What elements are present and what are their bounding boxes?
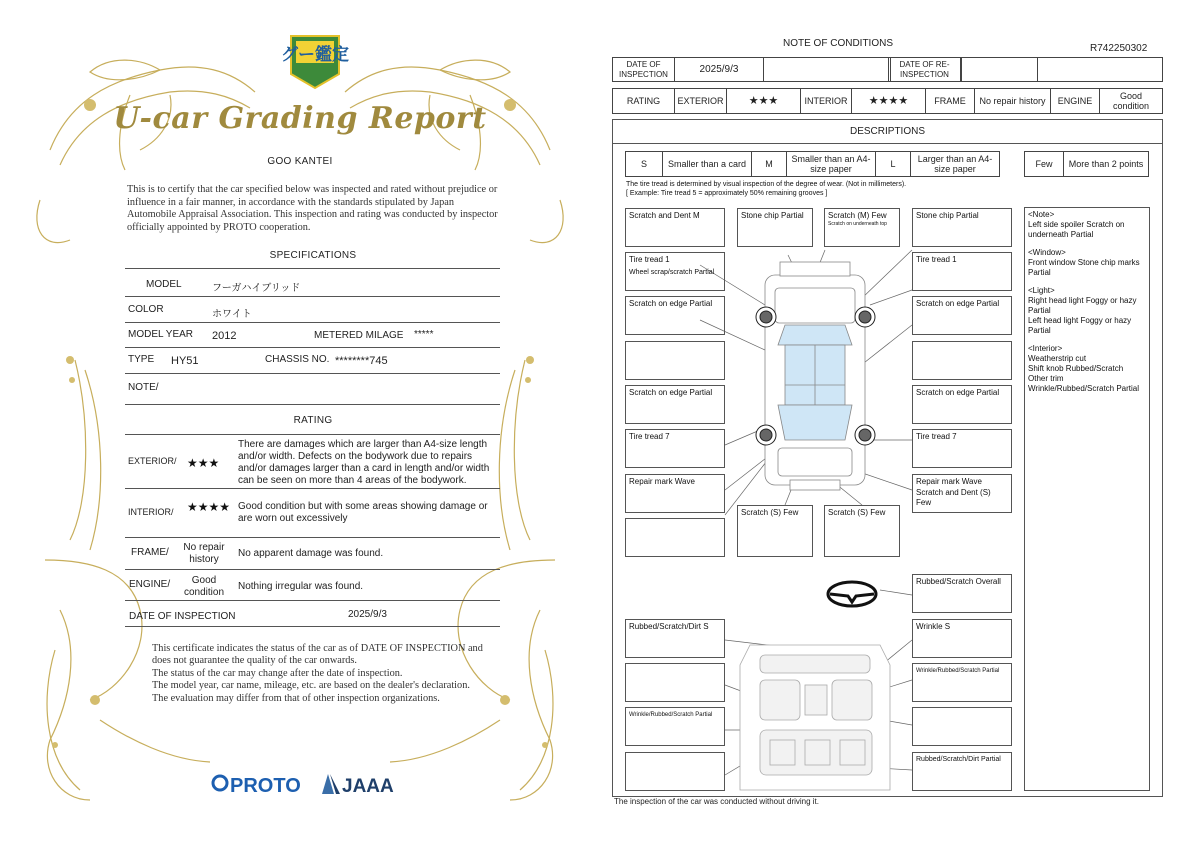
note-title: <Interior> — [1028, 344, 1063, 353]
specifications-heading: SPECIFICATIONS — [269, 250, 357, 261]
box-text: Scratch (M) Few — [828, 211, 887, 220]
box-subtext: Scratch on underneath top — [828, 221, 887, 227]
divider — [125, 373, 500, 374]
condition-box: Repair mark Wave — [625, 474, 725, 513]
condition-box — [912, 341, 1012, 380]
condition-box — [625, 518, 725, 557]
disclaimer-line: This certificate indicates the status of the car as of DATE OF INSPECTION and does not guarantee the quality of the car onwards. — [152, 643, 483, 667]
divider — [125, 537, 500, 538]
report-number: R742250302 — [1090, 43, 1148, 54]
condition-box: Wrinkle S — [912, 619, 1012, 658]
condition-box: Wrinkle/Rubbed/Scratch Partial — [625, 707, 725, 746]
condition-box — [824, 208, 900, 247]
logos — [210, 770, 410, 798]
interior-label: INTERIOR/ — [128, 507, 174, 517]
exterior-label: EXTERIOR — [674, 88, 727, 114]
color-label: COLOR — [128, 304, 164, 315]
exterior-stars: ★★★ — [187, 456, 220, 470]
sheet-footer: The inspection of the car was conducted without driving it. — [614, 797, 819, 806]
exterior-stars: ★★★ — [726, 88, 801, 114]
frame-label: FRAME/ — [131, 547, 169, 558]
note-body: Weatherstrip cut Shift knob Rubbed/Scratch Other trim Wrinkle/Rubbed/Scratch Partial — [1028, 354, 1140, 393]
legend-s-desc: Smaller than a card — [662, 151, 752, 177]
rating-heading: RATING — [293, 415, 333, 426]
condition-box: Scratch and Dent M — [625, 208, 725, 247]
interior-stars: ★★★★ — [851, 88, 926, 114]
condition-box: Rubbed/Scratch/Dirt Partial — [912, 752, 1012, 791]
legend-m-desc: Smaller than an A4-size paper — [786, 151, 876, 177]
condition-box: Scratch on edge Partial — [912, 296, 1012, 335]
model-year-value: 2012 — [212, 330, 237, 342]
exterior-description: There are damages which are larger than A4-size length and/or width. Defects on the bodywork due to repairs and/or damages larger than a card in length and/or width can be seen on more than 4 areas of the bodywork. — [238, 439, 490, 486]
notes-list — [1028, 210, 1155, 402]
condition-box: Scratch on edge Partial — [912, 385, 1012, 424]
legend-m: M — [751, 151, 787, 177]
note-title: <Note> — [1028, 210, 1055, 219]
box-text: Tire tread 1 — [629, 255, 670, 264]
condition-box: Scratch (S) Few — [824, 505, 900, 557]
box-subtext: Scratch and Dent (S) Few — [916, 488, 991, 507]
chassis-label: CHASSIS NO. — [265, 354, 330, 365]
condition-box: Scratch on edge Partial — [625, 385, 725, 424]
frame-value: No repair history — [183, 542, 225, 565]
proto-jaaa-logo-icon — [210, 770, 410, 798]
disclaimer — [152, 643, 492, 705]
report-subtitle: GOO KANTEI — [267, 156, 333, 167]
frame-description: No apparent damage was found. — [238, 548, 384, 559]
interior-description: Good condition but with some areas showing damage or are worn out excessively — [238, 501, 488, 524]
steering-wheel-icon — [828, 582, 876, 606]
model-label: MODEL — [146, 279, 182, 290]
legend-s: S — [625, 151, 663, 177]
condition-box — [625, 252, 725, 291]
legend-few-desc: More than 2 points — [1063, 151, 1149, 177]
mileage-label: METERED MILAGE — [314, 330, 404, 341]
exterior-label: EXTERIOR/ — [128, 456, 177, 466]
proto-logo-text: PROTO — [230, 775, 301, 797]
condition-box: Tire tread 7 — [912, 429, 1012, 468]
disclaimer-line: The model year, car name, mileage, etc. are based on the dealer's declaration. — [152, 680, 470, 692]
frame-label: FRAME — [925, 88, 975, 114]
condition-box: Tire tread 1 — [912, 252, 1012, 291]
condition-box: Rubbed/Scratch/Dirt S — [625, 619, 725, 658]
note-body: Left side spoiler Scratch on underneath Partial — [1028, 220, 1125, 239]
date-of-inspection-label: DATE OF INSPECTION — [612, 57, 675, 82]
condition-box — [625, 752, 725, 791]
interior-label: INTERIOR — [800, 88, 852, 114]
divider — [125, 626, 500, 627]
divider — [125, 322, 500, 323]
sheet-title: NOTE OF CONDITIONS — [783, 38, 893, 49]
chassis-value: ********745 — [335, 355, 388, 367]
note-title: <Light> — [1028, 286, 1055, 295]
color-value: ホワイト — [212, 309, 252, 320]
type-value: HY51 — [171, 355, 199, 367]
date-label: DATE OF INSPECTION — [129, 611, 236, 622]
certification-text: This is to certify that the car specified below was inspected and rated without prejudice or influence in a fair manner, in accordance with the standards stipulated by Japan Automobile Appraisal Association. This inspection and rating was conducted by inspector officially appointed by PROTO cooperation. — [127, 184, 498, 233]
condition-box: Stone chip Partial — [912, 208, 1012, 247]
date-value: 2025/9/3 — [348, 609, 387, 620]
divider — [125, 347, 500, 348]
divider — [125, 600, 500, 601]
engine-label: ENGINE/ — [129, 579, 171, 590]
condition-box: Scratch on edge Partial — [625, 296, 725, 335]
engine-value: Good condition — [1099, 88, 1163, 114]
condition-box — [625, 341, 725, 380]
disclaimer-line: The status of the car may change after the date of inspection. — [152, 667, 403, 679]
condition-sheet — [600, 0, 1200, 848]
descriptions-heading: DESCRIPTIONS — [612, 119, 1163, 144]
jaaa-logo-text: JAAA — [342, 776, 394, 797]
note-label: NOTE/ — [128, 382, 159, 393]
engine-label: ENGINE — [1050, 88, 1100, 114]
divider — [125, 569, 500, 570]
date-of-inspection-value: 2025/9/3 — [674, 57, 764, 82]
box-text: Repair mark Wave — [916, 477, 982, 486]
condition-box: Stone chip Partial — [737, 208, 813, 247]
condition-box: Scratch (S) Few — [737, 505, 813, 557]
divider — [125, 296, 500, 297]
legend-l: L — [875, 151, 911, 177]
condition-box: Wrinkle/Rubbed/Scratch Partial — [912, 663, 1012, 702]
mileage-value: ***** — [414, 329, 434, 340]
report-title: U-car Grading Report — [113, 101, 487, 136]
engine-value: Good condition — [183, 575, 225, 598]
condition-box: Tire tread 7 — [625, 429, 725, 468]
disclaimer-line: The evaluation may differ from that of other inspection organizations. — [152, 692, 440, 704]
goo-kantei-badge-icon — [281, 30, 349, 92]
condition-box — [625, 663, 725, 702]
note-title: <Window> — [1028, 248, 1066, 257]
condition-box — [912, 474, 1012, 513]
legend-few: Few — [1024, 151, 1064, 177]
badge-text: グー鑑定 — [281, 45, 349, 65]
tread-note: The tire tread is determined by visual inspection of the degree of wear. (Not in millimeters). — [626, 181, 907, 188]
condition-box — [912, 707, 1012, 746]
model-year-label: MODEL YEAR — [128, 329, 194, 340]
type-label: TYPE — [128, 354, 155, 365]
interior-stars: ★★★★ — [187, 500, 231, 514]
condition-box: Rubbed/Scratch Overall — [912, 574, 1012, 613]
rating-label: RATING — [612, 88, 675, 114]
legend-l-desc: Larger than an A4-size paper — [910, 151, 1000, 177]
divider — [125, 404, 500, 405]
model-value: フーガハイブリッド — [212, 283, 301, 294]
divider — [125, 268, 500, 269]
divider — [125, 488, 500, 489]
frame-value: No repair history — [974, 88, 1051, 114]
note-body: Right head light Foggy or hazy Partial Left head light Foggy or hazy Partial — [1028, 296, 1137, 335]
tread-example: [ Example: Tire tread 5 = approximately 50% remaining grooves ] — [626, 190, 828, 197]
note-body: Front window Stone chip marks Partial — [1028, 258, 1140, 277]
box-subtext: Wheel scrap/scratch Partial — [629, 269, 715, 276]
divider — [125, 434, 500, 435]
reinspection-label: DATE OF RE-INSPECTION — [888, 57, 961, 82]
engine-description: Nothing irregular was found. — [238, 581, 364, 592]
